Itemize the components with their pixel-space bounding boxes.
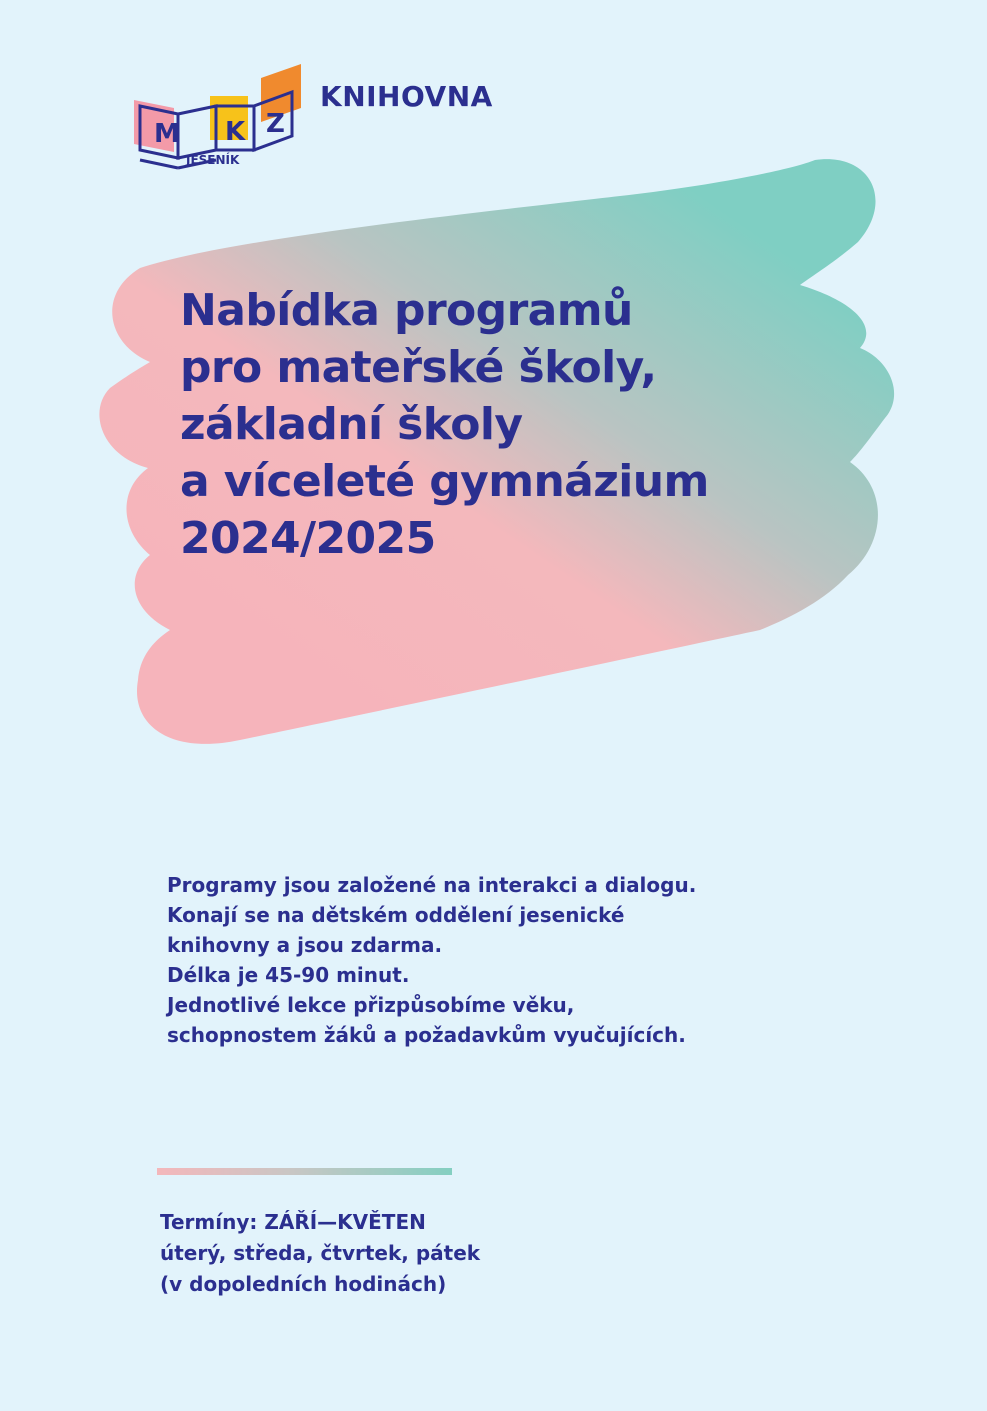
title-line: Nabídka programů (180, 285, 633, 336)
intro-line: Jednotlivé lekce přizpůsobíme věku, (167, 993, 575, 1017)
logo-letter-k: K (225, 117, 246, 147)
gradient-divider (157, 1168, 452, 1175)
intro-line: knihovny a jsou zdarma. (167, 933, 443, 957)
title-line: pro mateřské školy, (180, 342, 657, 393)
mkz-logo (126, 56, 306, 176)
library-name: KNIHOVNA (320, 80, 493, 113)
schedule-info (160, 1207, 760, 1300)
intro-line: Délka je 45-90 minut. (167, 963, 410, 987)
schedule-days: úterý, středa, čtvrtek, pátek (160, 1241, 481, 1265)
intro-line: Programy jsou založené na interakci a dialogu. (167, 873, 697, 897)
logo-letter-m: M (154, 119, 180, 149)
logo-letter-z: Z (266, 109, 285, 139)
intro-line: Konají se na dětském oddělení jesenické (167, 903, 625, 927)
title-year: 2024/2025 (180, 513, 436, 564)
intro-line: schopnostem žáků a požadavkům vyučujících. (167, 1023, 686, 1047)
schedule-heading: Termíny: ZÁŘÍ—KVĚTEN (160, 1210, 426, 1234)
title-line: a víceleté gymnázium (180, 456, 709, 507)
page-title (180, 282, 900, 567)
title-line: základní školy (180, 399, 523, 450)
logo-subtitle: JESENÍK (186, 153, 240, 167)
intro-paragraph (167, 870, 887, 1050)
schedule-time: (v dopoledních hodinách) (160, 1272, 447, 1296)
